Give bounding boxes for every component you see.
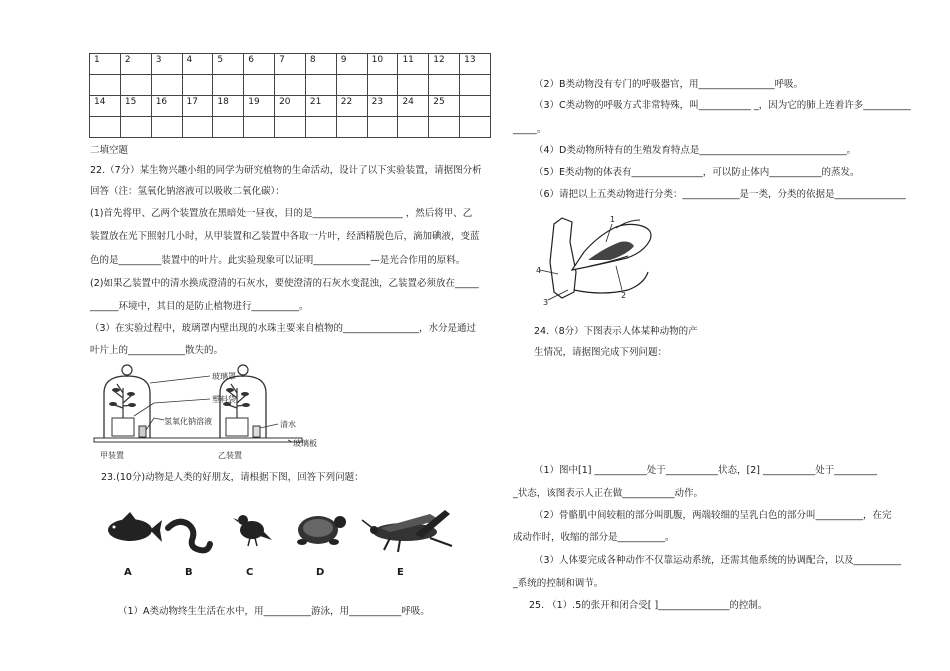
- answer-cell: 1: [90, 54, 121, 75]
- label-plastic-bag: 塑料袋: [212, 395, 236, 404]
- answer-cell[interactable]: [244, 75, 275, 96]
- answer-cell: 22: [336, 96, 367, 117]
- answer-table-row: [90, 54, 491, 75]
- answer-cell[interactable]: [182, 117, 213, 138]
- section-title: 二填空题: [90, 145, 129, 156]
- answer-cell[interactable]: [213, 75, 244, 96]
- answer-cell: 11: [398, 54, 429, 75]
- q23-3a: （3）C类动物的呼吸方式非常特殊，叫___________ _，因为它的肺上连着许多__________: [534, 100, 911, 111]
- answer-cell[interactable]: [429, 117, 460, 138]
- answer-cell: 20: [275, 96, 306, 117]
- answer-cell[interactable]: [398, 75, 429, 96]
- arm-label-3: 3: [543, 298, 549, 307]
- q24-a: 24.（8分）下图表示人体某种动物的产: [534, 326, 698, 337]
- answer-table: [89, 53, 491, 138]
- animal-grasshopper-icon: [362, 510, 452, 552]
- q23-1: （1）A类动物终生生活在水中，用__________游泳，用___________呼吸。: [118, 606, 430, 617]
- answer-cell: 12: [429, 54, 460, 75]
- q22-line-4: 装置放在光下照射几小时，从甲装置和乙装置中各取一片叶，经酒精脱色后，滴加碘液，变蓝: [90, 231, 480, 242]
- q23-3b: _____。: [513, 124, 547, 135]
- answer-cell[interactable]: [336, 117, 367, 138]
- answer-cell: 16: [151, 96, 182, 117]
- label-naoh: 氢氧化钠溶液: [164, 417, 212, 426]
- arm-label-1: 1: [610, 215, 616, 224]
- answer-cell[interactable]: [305, 117, 336, 138]
- answer-cell[interactable]: [429, 75, 460, 96]
- answer-cell: 5: [213, 54, 244, 75]
- answer-cell[interactable]: [398, 117, 429, 138]
- answer-cell[interactable]: [305, 75, 336, 96]
- answer-cell[interactable]: [90, 117, 121, 138]
- label-jia: 甲装置: [100, 451, 124, 460]
- q22-line-7: ______环境中，其目的是防止植物进行__________。: [90, 301, 309, 312]
- q22-line-8: （3）在实验过程中，玻璃罩内壁出现的水珠主要来自植物的________________，水分是通过: [90, 323, 477, 334]
- animal-earthworm-icon: [168, 522, 210, 551]
- q22-line-6: (2)如果乙装置中的清水换成澄清的石灰水，要使澄清的石灰水变混浊，乙装置必须放在_____: [90, 278, 479, 289]
- arm-muscle-figure: [532, 212, 662, 310]
- answer-cell: 24: [398, 96, 429, 117]
- animal-label-b: B: [185, 567, 193, 578]
- q22-line-9: 叶片上的____________散失的。: [90, 345, 224, 356]
- answer-cell[interactable]: [460, 75, 491, 96]
- answer-cell: 23: [367, 96, 398, 117]
- answer-cell[interactable]: [336, 75, 367, 96]
- answer-cell: 3: [151, 54, 182, 75]
- answer-cell: 8: [305, 54, 336, 75]
- answer-cell[interactable]: [90, 75, 121, 96]
- label-glass-cover: 玻璃罩: [212, 372, 236, 381]
- q23-2: （2）B类动物没有专门的呼吸器官，用________________呼吸。: [534, 79, 804, 90]
- answer-table-row: [90, 75, 491, 96]
- arm-label-4: 4: [536, 266, 542, 275]
- q24-1a: （1）图中[1] ___________处于___________状态，[2] ___________处于_________: [534, 465, 877, 476]
- answer-cell[interactable]: [213, 117, 244, 138]
- answer-cell[interactable]: [120, 117, 151, 138]
- answer-cell[interactable]: [460, 117, 491, 138]
- answer-cell[interactable]: [275, 75, 306, 96]
- answer-cell: 13: [460, 54, 491, 75]
- label-water: 清水: [280, 420, 296, 429]
- answer-table-row: [90, 117, 491, 138]
- q23-4: （4）D类动物所特有的生殖发育特点是_______________________________。: [534, 145, 857, 156]
- answer-cell: 19: [244, 96, 275, 117]
- answer-cell[interactable]: [151, 75, 182, 96]
- label-yi: 乙装置: [218, 451, 242, 460]
- answer-cell: 9: [336, 54, 367, 75]
- animal-label-c: C: [246, 567, 254, 578]
- q24-1b: _状态，该图表示人正在做___________动作。: [513, 488, 704, 499]
- answer-cell: 25: [429, 96, 460, 117]
- q22-line-3: (1)首先将甲、乙两个装置放在黑暗处一昼夜，目的是___________________ ，然后将甲、乙: [90, 208, 473, 219]
- jar-jia: [104, 365, 150, 438]
- q22-line-5: 色的是_________装置中的叶片。此实验现象可以证明____________—是光合作用的原料。: [90, 255, 466, 266]
- q23-6: （6）请把以上五类动物进行分类：____________是一类，分类的依据是_______________: [534, 189, 906, 200]
- answer-cell[interactable]: [367, 75, 398, 96]
- q25: 25. （1）.5的张开和闭合受[ ]_______________的控制。: [529, 600, 768, 611]
- q23-5: （5）E类动物的体表有_______________，可以防止体内___________的蒸发。: [534, 167, 860, 178]
- experiment-apparatus-figure: [92, 358, 354, 462]
- animal-fish-icon: [108, 512, 162, 542]
- q24-3b: _系统的控制和调节。: [513, 578, 604, 589]
- arm-label-2: 2: [621, 291, 627, 300]
- answer-cell: 2: [120, 54, 151, 75]
- animal-label-a: A: [124, 567, 132, 578]
- q24-b: 生情况，请据图完成下列问题：: [534, 347, 668, 358]
- animal-turtle-icon: [297, 516, 346, 545]
- q22-line-2: 回答（注：氢氧化钠溶液可以吸收二氧化碳）：: [90, 186, 285, 197]
- label-glass-plate: 玻璃板: [293, 439, 317, 448]
- answer-cell: 10: [367, 54, 398, 75]
- answer-table-row: [90, 96, 491, 117]
- answer-cell: 15: [120, 96, 151, 117]
- answer-cell[interactable]: [367, 117, 398, 138]
- answer-cell: 21: [305, 96, 336, 117]
- answer-cell[interactable]: [120, 75, 151, 96]
- q24-2a: （2）骨骼肌中间较粗的部分叫肌腹，两端较细的呈乳白色的部分叫__________，在完: [534, 510, 892, 521]
- answer-cell[interactable]: [244, 117, 275, 138]
- answer-cell: 17: [182, 96, 213, 117]
- q23-intro: 23.(10分)动物是人类的好朋友，请根据下图，回答下列问题：: [101, 472, 364, 483]
- animal-label-e: E: [397, 567, 404, 578]
- answer-cell: 6: [244, 54, 275, 75]
- q24-2b: 成动作时，收缩的部分是__________。: [513, 532, 675, 543]
- animals-figure: [100, 500, 460, 580]
- answer-cell: 14: [90, 96, 121, 117]
- q24-3a: （3）人体要完成各种动作不仅靠运动系统，还需其他系统的协调配合，以及__________: [534, 555, 902, 566]
- animal-bird-icon: [233, 515, 272, 546]
- answer-cell[interactable]: [151, 117, 182, 138]
- answer-cell: 18: [213, 96, 244, 117]
- answer-cell[interactable]: [275, 117, 306, 138]
- answer-cell: [460, 96, 491, 117]
- answer-cell: 7: [275, 54, 306, 75]
- answer-cell: 4: [182, 54, 213, 75]
- animal-label-d: D: [316, 567, 325, 578]
- q22-line-1: 22.（7分）某生物兴趣小组的同学为研究植物的生命活动，设计了以下实验装置，请据图分析: [90, 165, 482, 176]
- answer-cell[interactable]: [182, 75, 213, 96]
